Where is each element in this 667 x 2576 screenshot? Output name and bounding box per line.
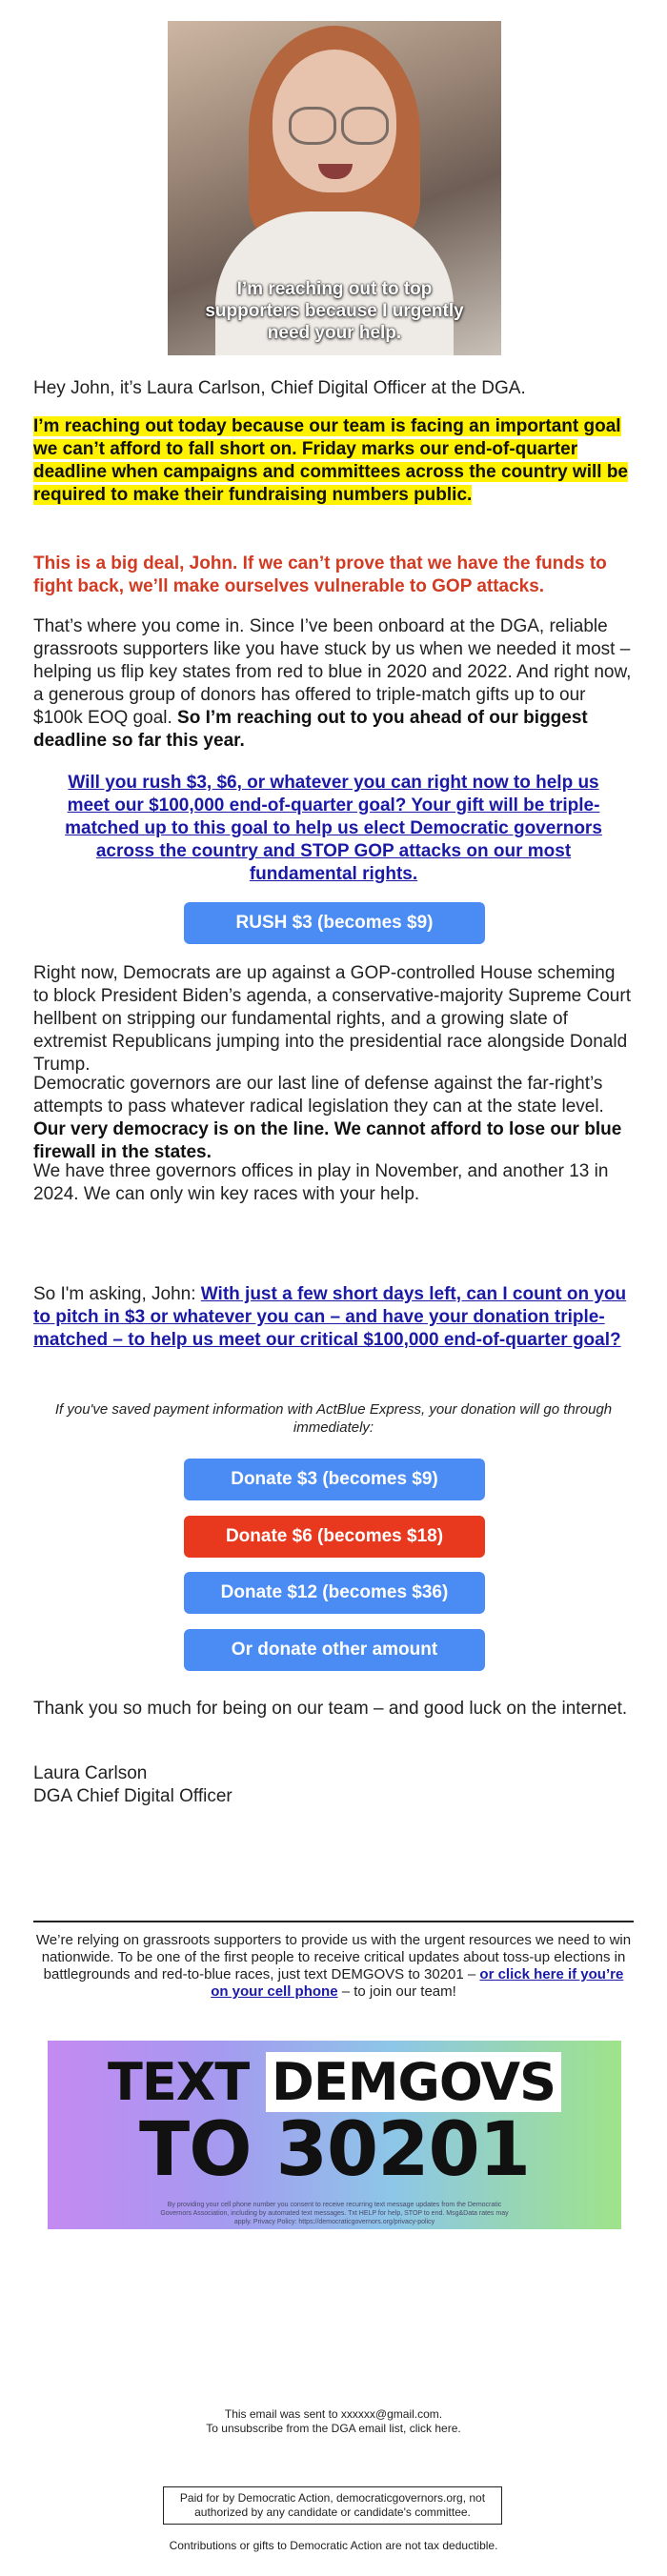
thanks-paragraph: Thank you so much for being on our team – and good luck on the internet. <box>33 1699 628 1719</box>
warning-paragraph: This is a big deal, John. If we can’t prove that we have the funds to fight back, we’ll make ourselves vulnerable to GOP attacks. <box>33 553 607 596</box>
donate-6-button[interactable]: Donate $6 (becomes $18) <box>184 1516 485 1558</box>
ask-link[interactable]: With just a few short days left, can I count on you to pitch in $3 or whatever you can – and have your donation triple-matched – to help us meet our critical $100,000 end-of-quarter goal? <box>33 1284 627 1350</box>
hero-caption-line: supporters because I urgently <box>205 301 464 321</box>
highlight-paragraph <box>33 415 634 507</box>
banner-line-1 <box>48 2052 621 2113</box>
banner-fine-print: By providing your cell phone number you consent to receive recurring text message updates from the Democratic Governors Association, including by automated text messages. Txt HELP for help, STOP to end. Msg&Data rates may apply. Privacy Policy: https://democraticgovernors.org/privacy-policy <box>160 2202 509 2225</box>
defense-text: Democratic governors are our last line of defense against the far-right’s attempts to pass whatever radical legislation they can at the state level. <box>33 1074 604 1117</box>
intro-bold-text: So I’m reaching out to you ahead of our biggest deadline so far this year. <box>33 708 588 751</box>
footer-paragraph <box>33 1932 634 2001</box>
banner-line-2: TO 30201 <box>138 2107 531 2193</box>
signature-title: DGA Chief Digital Officer <box>33 1786 232 1806</box>
donate-3-button[interactable]: Donate $3 (becomes $9) <box>184 1459 485 1500</box>
footer-suffix: – to join our team! <box>341 1983 456 2000</box>
intro-text: That’s where you come in. Since I’ve been onboard at the DGA, reliable grassroots supporters like you have stuck by us when we needed it most – helping us flip key states from red to blue in 2020 and 2022. And right now, a generous group of donors has offered to triple-match gifts up to our $100k EOQ goal. <box>33 616 632 728</box>
hero-video-image[interactable] <box>168 21 501 355</box>
hero-caption-line: need your help. <box>267 323 402 343</box>
hero-caption-line: I’m reaching out to top <box>236 279 433 299</box>
glasses-icon <box>341 107 389 145</box>
banner-keyword: DEMGOVS <box>266 2052 561 2112</box>
footer-text: We’re relying on grassroots supporters to provide us with the urgent resources we need to win nationwide. To be one of the first people to receive critical updates about toss-up elections in battlegrounds and red-to-blue races, just text DEMGOVS to 30201 – <box>35 1932 632 1982</box>
unsubscribe-link[interactable]: To unsubscribe from the DGA email list, click here. <box>206 2422 461 2435</box>
donate-12-button[interactable]: Donate $12 (becomes $36) <box>184 1572 485 1614</box>
donate-other-button[interactable]: Or donate other amount <box>184 1629 485 1671</box>
hero-caption <box>168 278 501 344</box>
tax-deductible-note: Contributions or gifts to Democratic Action are not tax deductible. <box>169 2539 498 2552</box>
defense-bold-text: Our very democracy is on the line. We cannot afford to lose our blue firewall in the states. <box>33 1119 622 1162</box>
highlighted-text: I’m reaching out today because our team is facing an important goal we can’t afford to fall short on. Friday marks our end-of-quarter deadline when campaigns and committees across the country will be required to make their fundraising numbers public. <box>33 416 629 505</box>
email-sent-note: This email was sent to xxxxxx@gmail.com. <box>224 2407 443 2421</box>
defense-paragraph <box>33 1073 634 1164</box>
text-demgovs-banner[interactable] <box>48 2041 621 2229</box>
races-paragraph: We have three governors offices in play in November, and another 13 in 2024. We can only win key races with your help. <box>33 1161 609 1204</box>
paid-for-disclaimer: Paid for by Democratic Action, democraticgovernors.org, not authorized by any candidate or candidate's committee. <box>163 2486 502 2525</box>
rush-button[interactable]: RUSH $3 (becomes $9) <box>184 902 485 944</box>
ask-paragraph <box>33 1283 634 1352</box>
greeting: Hey John, it’s Laura Carlson, Chief Digital Officer at the DGA. <box>33 378 526 398</box>
cta-paragraph <box>52 772 615 886</box>
glasses-icon <box>289 107 336 145</box>
cta-link[interactable]: Will you rush $3, $6, or whatever you can right now to help us meet our $100,000 end-of-quarter goal? Your gift will be triple-matched up to this goal to help us elect Democratic governors across the country and STOP GOP attacks on our most fundamental rights. <box>65 773 602 884</box>
actblue-note: If you've saved payment information with ActBlue Express, your donation will go through immediately: <box>54 1401 613 1436</box>
footer-divider <box>33 1921 634 1922</box>
banner-text-word: TEXT <box>108 2052 250 2112</box>
threat-paragraph: Right now, Democrats are up against a GOP-controlled House scheming to block President Biden’s agenda, a conservative-majority Supreme Court hellbent on stripping our fundamental rights, and a growing slate of extremist Republicans jumping into the presidential race alongside Donald Trump. <box>33 963 631 1075</box>
signature-name: Laura Carlson <box>33 1763 148 1783</box>
footer-sms-link[interactable]: or click here if you’re on your cell phone <box>211 1966 624 2000</box>
intro-paragraph <box>33 615 634 753</box>
ask-prefix: So I'm asking, John: <box>33 1284 196 1304</box>
